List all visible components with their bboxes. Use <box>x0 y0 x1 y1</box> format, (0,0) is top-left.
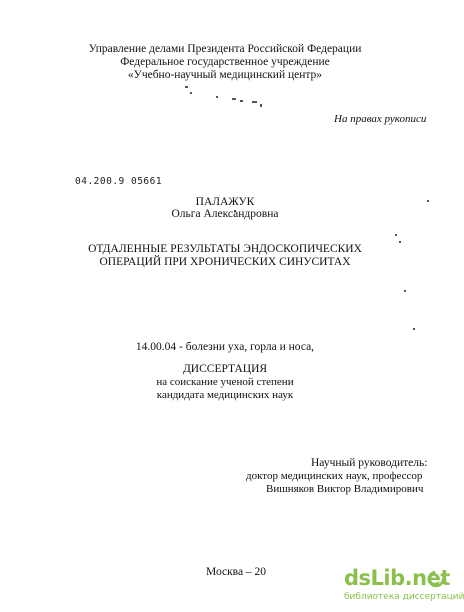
org-line-1: Управление делами Президента Российской Федерации <box>88 43 362 55</box>
dslib-watermark <box>344 566 464 606</box>
degree-line-1: на соискание ученой степени <box>156 376 294 388</box>
org-line-3: «Учебно-научный медицинский центр» <box>127 69 323 81</box>
author-name: Ольга Александровна <box>171 208 279 220</box>
watermark-logo: dsLib.net <box>344 566 450 590</box>
title-line-1: ОТДАЛЕННЫЕ РЕЗУЛЬТАТЫ ЭНДОСКОПИЧЕСКИХ <box>88 243 362 255</box>
supervisor-name: Вишняков Виктор Владимирович <box>266 483 424 495</box>
title-line-2: ОПЕРАЦИЙ ПРИ ХРОНИЧЕСКИХ СИНУСИТАХ <box>99 256 351 268</box>
degree-line-2: кандидата медицинских наук <box>156 389 294 401</box>
city-year: Москва – 20 <box>206 566 267 578</box>
rights-note: На правах рукописи <box>334 113 427 125</box>
supervisor-position: доктор медицинских наук, профессор <box>246 470 423 482</box>
author-surname: ПАЛАЖУК <box>195 196 255 208</box>
supervisor-label: Научный руководитель: <box>311 457 428 469</box>
degree-heading: ДИССЕРТАЦИЯ <box>182 363 268 375</box>
specialty: 14.00.04 - болезни уха, горла и носа, <box>135 341 315 353</box>
org-line-2: Федеральное государственное учреждение <box>120 56 330 68</box>
registration-number: 04.200.9 05661 <box>75 176 163 187</box>
watermark-subtitle: библиотека диссертаций <box>344 592 464 602</box>
watermark-ring-icon <box>426 569 446 589</box>
